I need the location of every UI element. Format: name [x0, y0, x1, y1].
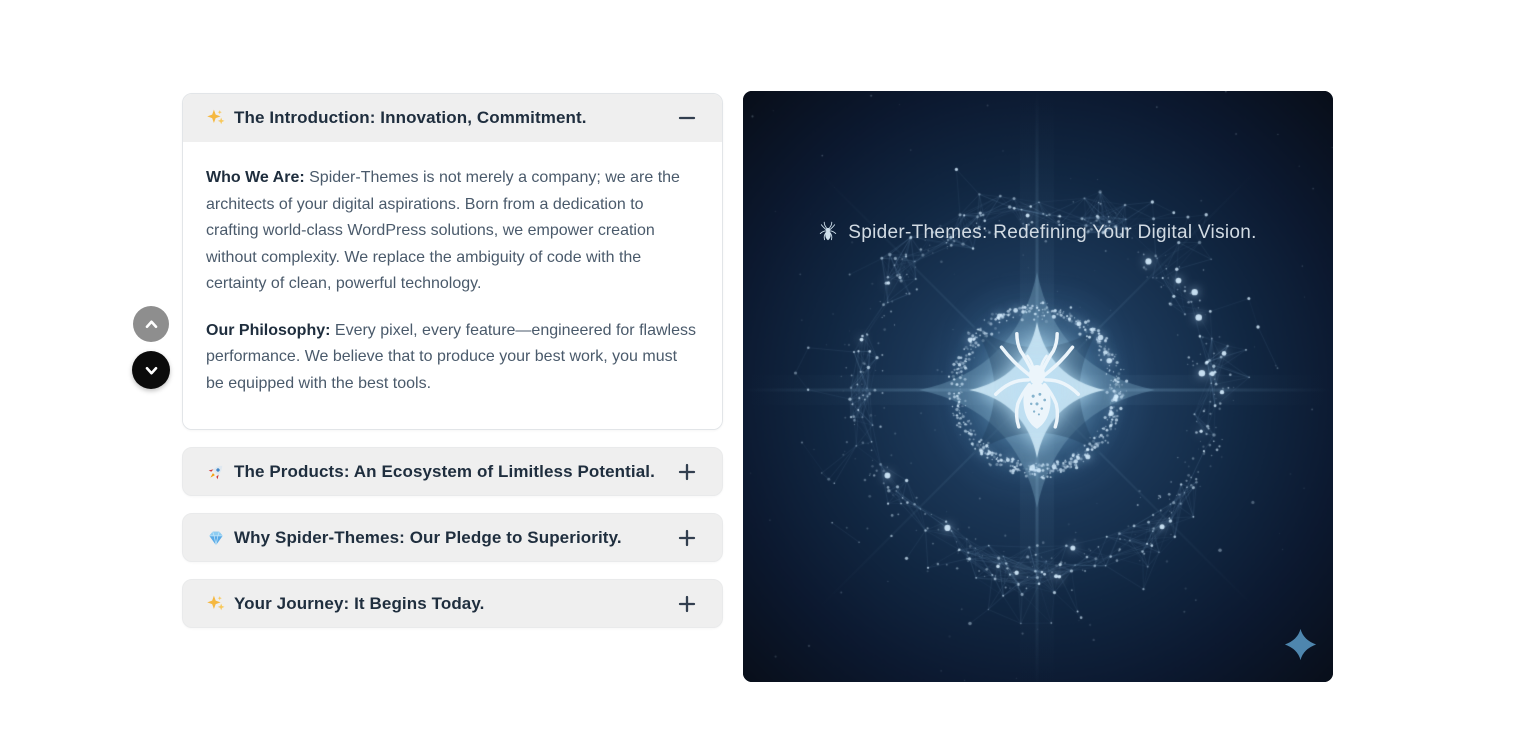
accordion-item-title: Why Spider-Themes: Our Pledge to Superiority.	[234, 527, 622, 547]
chevron-up-icon	[142, 315, 161, 334]
sparkles-icon	[206, 108, 226, 128]
accordion-header-your-journey[interactable]	[183, 580, 722, 627]
sparkle-icon	[1284, 627, 1317, 667]
accordion-item-title: The Introduction: Innovation, Commitment.	[234, 108, 587, 127]
plus-icon[interactable]	[678, 463, 696, 481]
chevron-down-icon	[142, 361, 161, 380]
accordion-item-title: The Products: An Ecosystem of Limitless Potential.	[234, 461, 655, 481]
paragraph-text: Every pixel, every feature—engineered for flawless performance. We believe that to produce your best work, you must be equipped with the best tools.	[206, 321, 696, 392]
hero-image	[743, 91, 1333, 682]
plus-icon[interactable]	[678, 529, 696, 547]
accordion	[182, 93, 723, 628]
accordion-item	[182, 93, 723, 430]
accordion-body	[183, 142, 722, 429]
paragraph-lead: Our Philosophy:	[206, 321, 331, 339]
accordion-header-why-spider-themes[interactable]	[183, 514, 722, 561]
paragraph-our-philosophy	[206, 318, 698, 398]
accordion-item	[182, 513, 723, 562]
spider-logo	[989, 327, 1085, 456]
plus-icon[interactable]	[678, 595, 696, 613]
hero-title-bar	[743, 221, 1333, 244]
scroll-down-button[interactable]	[132, 351, 170, 389]
minus-icon[interactable]	[678, 109, 696, 127]
gem-icon	[206, 528, 226, 548]
sparkles-icon	[206, 594, 226, 614]
hero-title: Spider-Themes: Redefining Your Digital Vision.	[848, 221, 1257, 243]
accordion-item	[182, 447, 723, 496]
accordion-item	[182, 579, 723, 628]
accordion-header-introduction[interactable]	[183, 94, 722, 142]
rocket-icon	[206, 462, 226, 482]
paragraph-text: Spider-Themes is not merely a company; we are the architects of your digital aspirations. Born from a dedication to crafting world-class WordPress solutions, we empower creation without complexity. We replace the ambiguity of code with the certainty of clean, powerful technology.	[206, 169, 680, 292]
paragraph-lead: Who We Are:	[206, 169, 305, 186]
spider-icon	[819, 221, 837, 244]
accordion-header-products[interactable]	[183, 448, 722, 495]
paragraph-who-we-are	[206, 165, 698, 298]
scroll-up-button[interactable]	[133, 306, 169, 342]
accordion-item-title: Your Journey: It Begins Today.	[234, 593, 485, 613]
